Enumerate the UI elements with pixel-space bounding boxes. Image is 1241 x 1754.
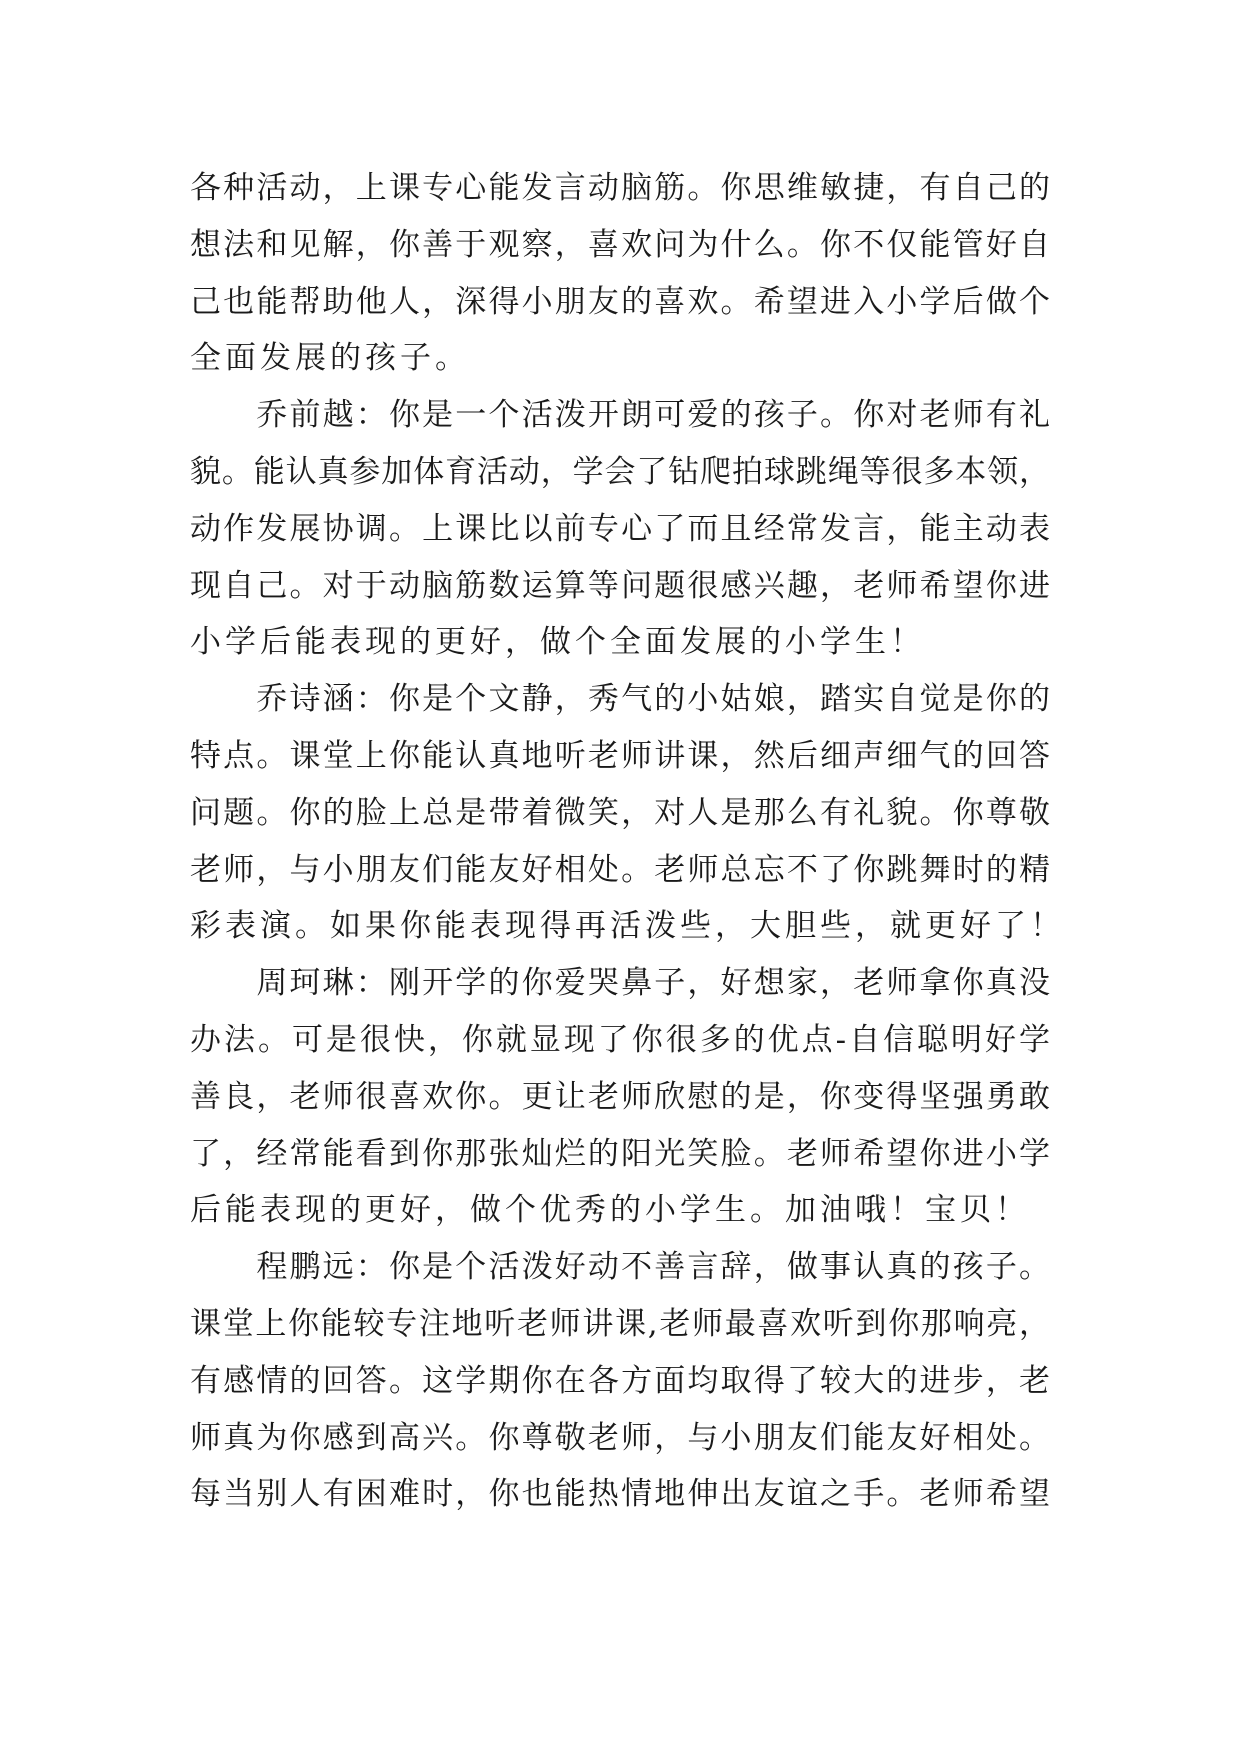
text-line: 貌。能认真参加体育活动，学会了钻爬拍球跳绳等很多本领， (190, 453, 1050, 490)
text-line: 周珂琳：刚开学的你爱哭鼻子，好想家，老师拿你真没 (190, 965, 1050, 1002)
text-line: 有感情的回答。这学期你在各方面均取得了较大的进步，老 (190, 1362, 1050, 1399)
text-line: 了，经常能看到你那张灿烂的阳光笑脸。老师希望你进小学 (190, 1135, 1050, 1172)
text-line: 彩表演。如果你能表现得再活泼些，大胆些，就更好了！ (190, 908, 1065, 945)
text-line: 乔前越：你是一个活泼开朗可爱的孩子。你对老师有礼 (190, 397, 1050, 434)
text-line: 现自己。对于动脑筋数运算等问题很感兴趣，老师希望你进 (190, 567, 1050, 604)
text-line: 各种活动，上课专心能发言动脑筋。你思维敏捷，有自己的 (190, 170, 1050, 206)
text-line: 想法和见解，你善于观察，喜欢问为什么。你不仅能管好自 (190, 226, 1050, 263)
text-line: 后能表现的更好，做个优秀的小学生。加油哦！宝贝！ (190, 1192, 1030, 1229)
document-body (190, 160, 1065, 1523)
text-line: 每当别人有困难时，你也能热情地伸出友谊之手。老师希望 (190, 1476, 1050, 1513)
text-line: 全面发展的孩子。 (190, 340, 470, 377)
text-line: 课堂上你能较专注地听老师讲课,老师最喜欢听到你那响亮， (190, 1305, 1050, 1342)
text-line: 小学后能表现的更好，做个全面发展的小学生！ (190, 624, 925, 661)
text-line: 师真为你感到高兴。你尊敬老师，与小朋友们能友好相处。 (190, 1419, 1050, 1456)
text-line: 动作发展协调。上课比以前专心了而且经常发言，能主动表 (190, 510, 1050, 547)
text-line: 老师，与小朋友们能友好相处。老师总忘不了你跳舞时的精 (190, 851, 1050, 888)
text-line: 善良，老师很喜欢你。更让老师欣慰的是，你变得坚强勇敢 (190, 1078, 1050, 1115)
text-line: 乔诗涵：你是个文静，秀气的小姑娘，踏实自觉是你的 (190, 681, 1050, 718)
text-line: 办法。可是很快，你就显现了你很多的优点-自信聪明好学 (190, 1021, 1050, 1058)
text-line: 问题。你的脸上总是带着微笑，对人是那么有礼貌。你尊敬 (190, 794, 1050, 831)
text-line: 特点。课堂上你能认真地听老师讲课，然后细声细气的回答 (190, 737, 1050, 774)
text-line: 程鹏远：你是个活泼好动不善言辞，做事认真的孩子。 (190, 1249, 1050, 1286)
text-line: 己也能帮助他人，深得小朋友的喜欢。希望进入小学后做个 (190, 283, 1050, 320)
